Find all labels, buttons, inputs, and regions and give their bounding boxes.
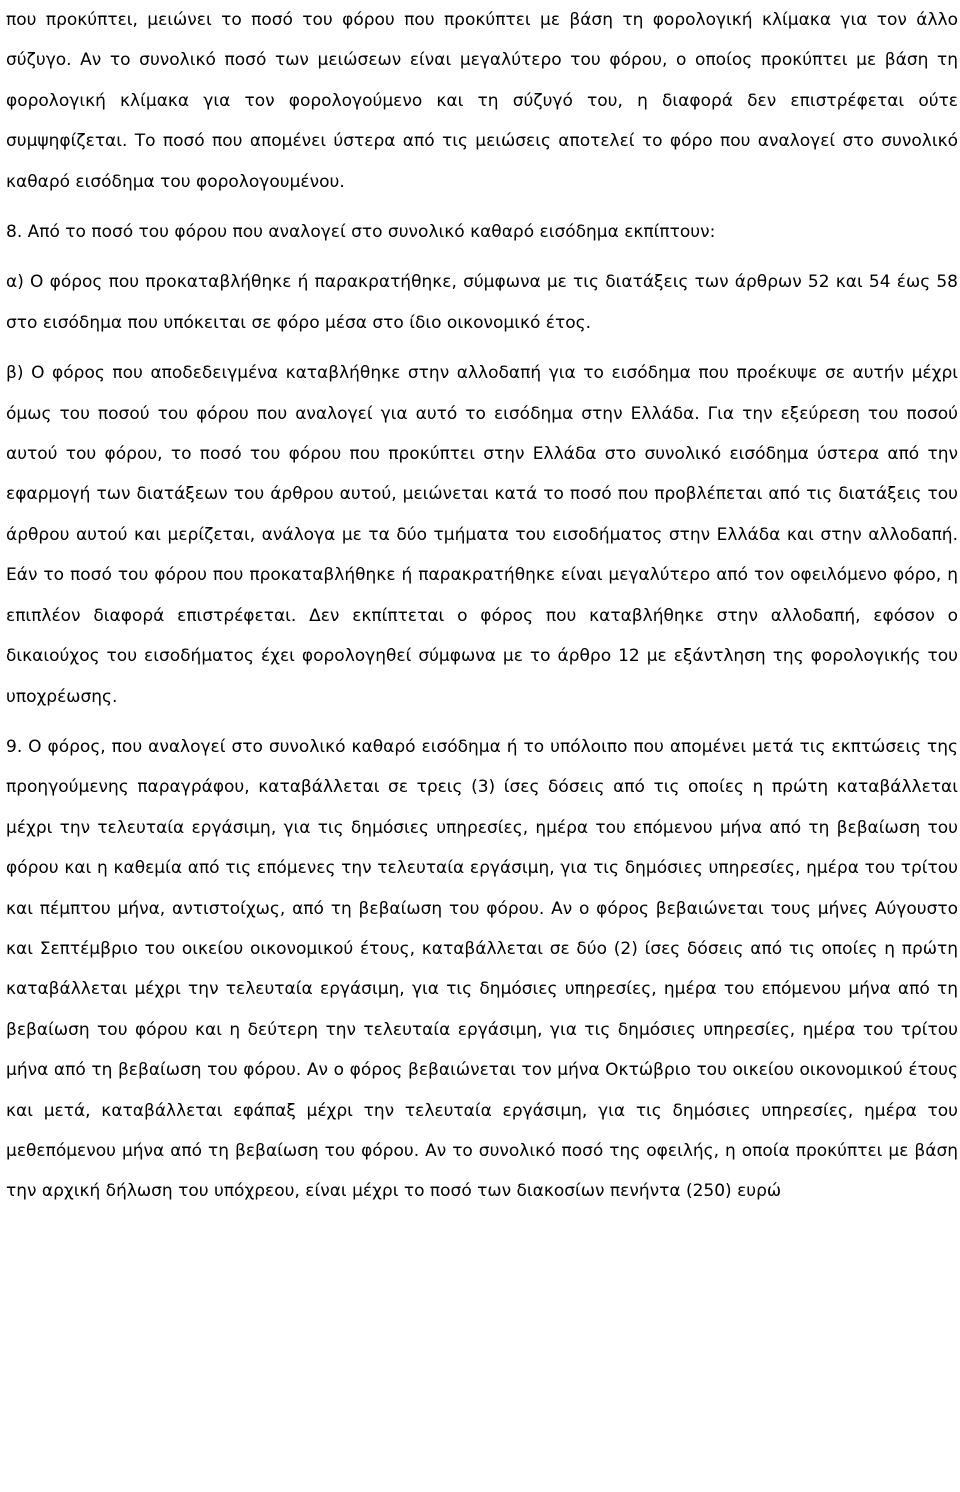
paragraph-gap — [6, 717, 958, 727]
paragraph-gap — [6, 202, 958, 212]
paragraph-8: 8. Από το ποσό του φόρου που αναλογεί στο συνολικό καθαρό εισόδημα εκπίπτουν: — [6, 222, 716, 243]
paragraph-8b: β) Ο φόρος που αποδεδειγμένα καταβλήθηκε στην αλλοδαπή για το εισόδημα που προέκυψε σε αυτήν μέχρι όμως του ποσού του φόρου που αναλογεί για αυτό το εισόδημα στην Ελλάδα. Για την εξεύρεση του ποσού αυτού του φόρου, το ποσό του φόρου που προκύπτει στην Ελλάδα στο συνολικό εισόδημα ύστερα από την εφαρμογή των διατάξεων του άρθρου αυτού, μειώνεται κατά το ποσό που προβλέπεται από τις διατάξεις του άρθρου αυτού και μερίζεται, ανάλογα με τα δύο τμήματα του εισοδήματος στην Ελλάδα και στην αλλοδαπή. Εάν το ποσό του φόρου που προκαταβλήθηκε ή παρακρατήθηκε είναι μεγαλύτερο από τον οφειλόμενο φόρο, η επιπλέον διαφορά επιστρέφεται. Δεν εκπίπτεται ο φόρος που καταβλήθηκε στην αλλοδαπή, εφόσον ο δικαιούχος του εισοδήματος έχει φορολογηθεί σύμφωνα με το άρθρο 12 με εξάντληση της φορολογικής του υποχρέωσης. — [6, 363, 958, 707]
paragraph-8a: α) Ο φόρος που προκαταβλήθηκε ή παρακρατήθηκε, σύμφωνα με τις διατάξεις των άρθρων 52 και 54 έως 58 στο εισόδημα που υπόκειται σε φόρο μέσα στο ίδιο οικονομικό έτος. — [6, 272, 958, 333]
paragraph-gap — [6, 252, 958, 262]
paragraph-gap — [6, 343, 958, 353]
paragraph-9: 9. Ο φόρος, που αναλογεί στο συνολικό καθαρό εισόδημα ή το υπόλοιπο που απομένει μετά τις εκπτώσεις της προηγούμενης παραγράφου, καταβάλλεται σε τρεις (3) ίσες δόσεις από τις οποίες η πρώτη καταβάλλεται μέχρι την τελευταία εργάσιμη, για τις δημόσιες υπηρεσίες, ημέρα του επόμενου μήνα από τη βεβαίωση του φόρου και η καθεμία από τις επόμενες την τελευταία εργάσιμη, για τις δημόσιες υπηρεσίες, ημέρα του τρίτου και πέμπτου μήνα, αντιστοίχως, από τη βεβαίωση του φόρου. Αν ο φόρος βεβαιώνεται τους μήνες Αύγουστο και Σεπτέμβριο του οικείου οικονομικού έτους, καταβάλλεται σε δύο (2) ίσες δόσεις από τις οποίες η πρώτη καταβάλλεται μέχρι την τελευταία εργάσιμη, για τις δημόσιες υπηρεσίες, ημέρα του επόμενου μήνα από τη βεβαίωση του φόρου και η δεύτερη την τελευταία εργάσιμη, για τις δημόσιες υπηρεσίες, ημέρα του τρίτου μήνα από τη βεβαίωση του φόρου. Αν ο φόρος βεβαιώνεται τον μήνα Οκτώβριο του οικείου οικονομικού έτους και μετά, καταβάλλεται εφάπαξ μέχρι την τελευταία εργάσιμη, για τις δημόσιες υπηρεσίες, ημέρα του μεθεπόμενου μήνα από τη βεβαίωση του φόρου. Αν το συνολικό ποσό της οφειλής, η οποία προκύπτει με βάση την αρχική δήλωση του υπόχρεου, είναι μέχρι το ποσό των διακοσίων πενήντα (250) ευρώ — [6, 736, 958, 1202]
paragraph-continuation: που προκύπτει, μειώνει το ποσό του φόρου που προκύπτει με βάση τη φορολογική κλίμακα για τον άλλο σύζυγο. Αν το συνολικό ποσό των μειώσεων είναι μεγαλύτερο του φόρου, ο οποίος προκύπτει με βάση τη φορολογική κλίμακα για τον φορολογούμενο και τη σύζυγό του, η διαφορά δεν επιστρέφεται ούτε συμψηφίζεται. Το ποσό που απομένει ύστερα από τις μειώσεις αποτελεί το φόρο που αναλογεί στο συνολικό καθαρό εισόδημα του φορολογουμένου. — [6, 10, 958, 192]
document-page — [6, 0, 958, 1212]
